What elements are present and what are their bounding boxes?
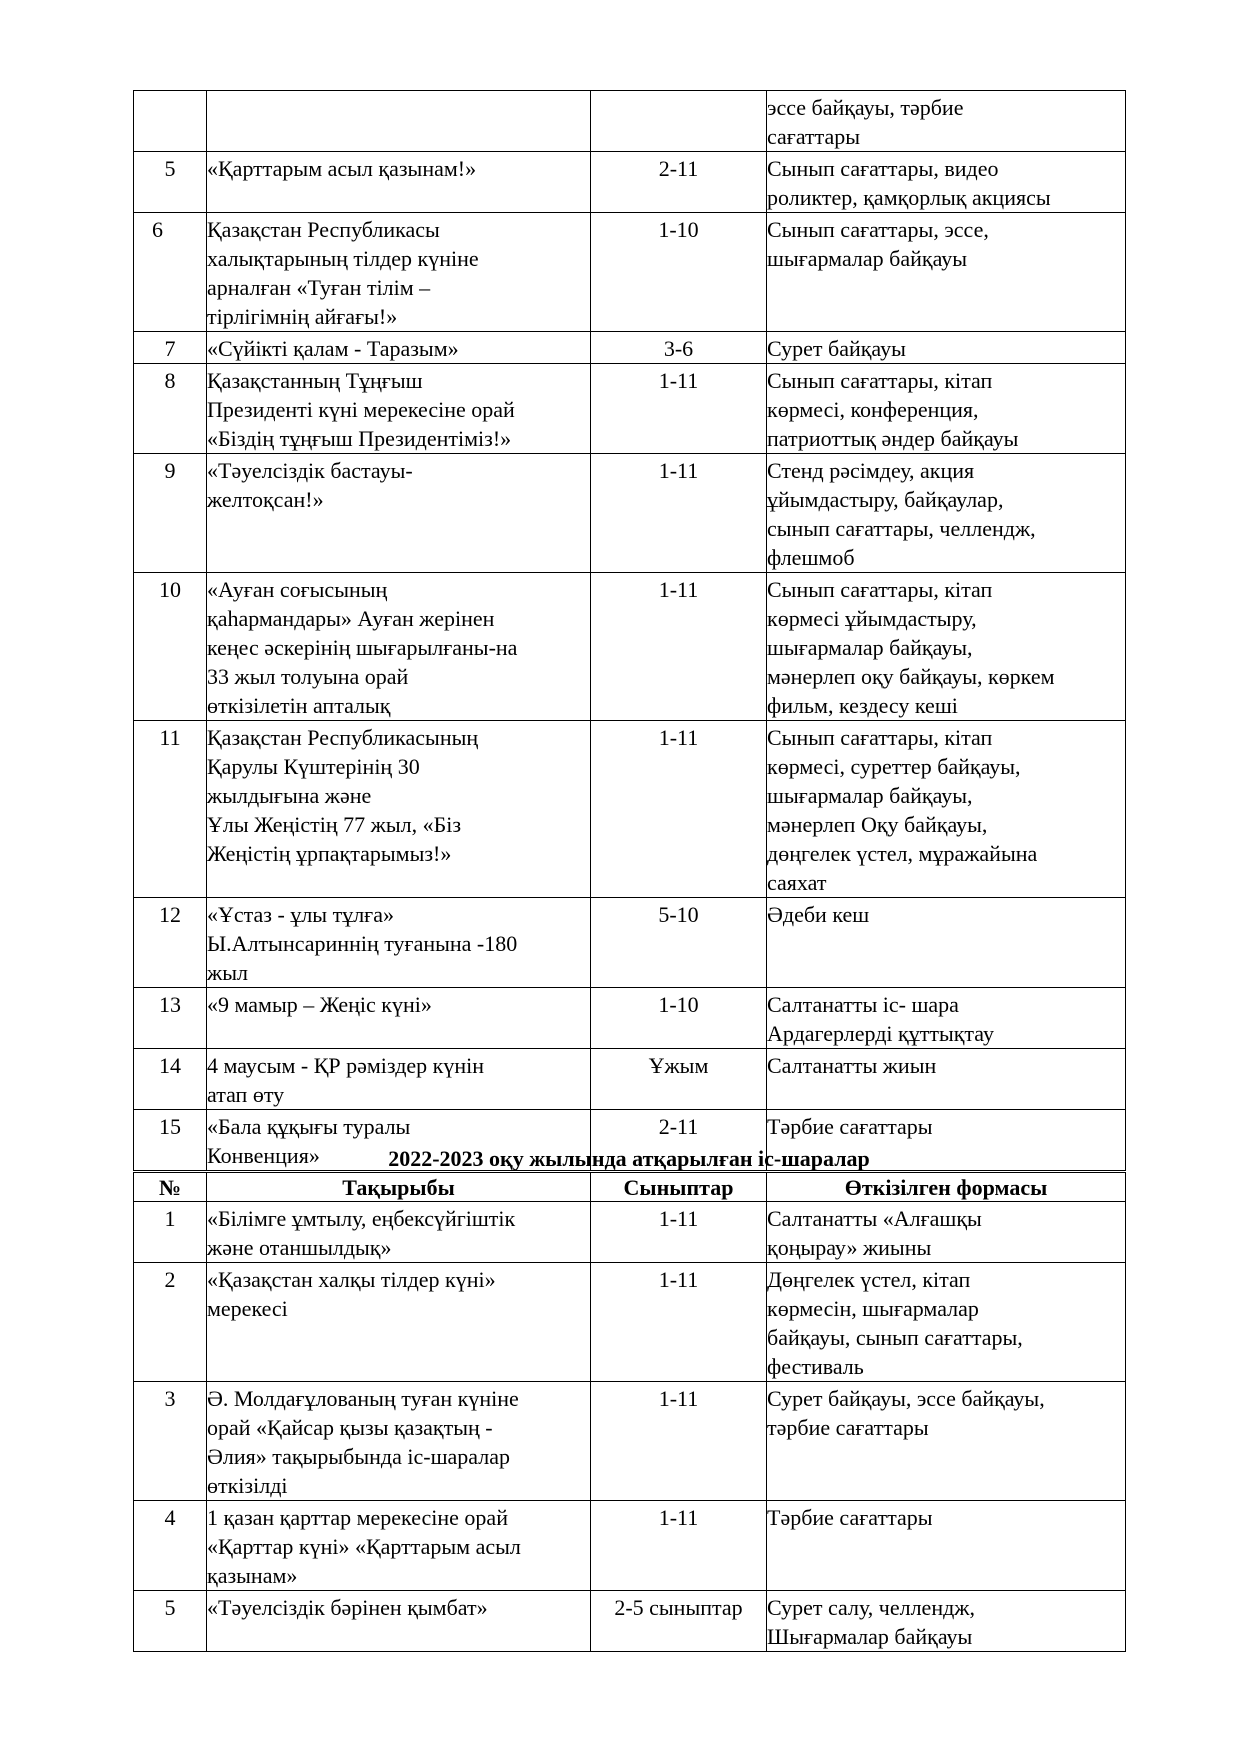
row-topic: «Қазақстан халқы тілдер күні» мерекесі <box>207 1263 591 1382</box>
row-number: 15 <box>134 1110 207 1171</box>
row-number: 5 <box>134 152 207 213</box>
row-classes: 1-10 <box>591 988 767 1049</box>
row-classes: 1-11 <box>591 1501 767 1591</box>
table-row <box>134 721 1126 898</box>
row-classes: 1-11 <box>591 1202 767 1263</box>
row-form: Сурет байқауы, эссе байқауы, тәрбие сағаттары <box>767 1382 1126 1501</box>
table-row <box>134 213 1126 332</box>
table-row <box>134 1382 1126 1501</box>
row-classes: 2-5 сыныптар <box>591 1591 767 1652</box>
row-classes: 1-11 <box>591 1382 767 1501</box>
row-number: 13 <box>134 988 207 1049</box>
row-form: Салтанатты іс- шара Ардагерлерді құттықтау <box>767 988 1126 1049</box>
row-number: 3 <box>134 1382 207 1501</box>
row-topic: «Ұстаз - ұлы тұлға» Ы.Алтынсариннің туғанына -180 жыл <box>207 898 591 988</box>
row-topic: «Тәуелсіздік бастауы- желтоқсан!» <box>207 454 591 573</box>
row-topic: Ә. Молдағұлованың туған күніне орай «Қайсар қызы қазақтың - Әлия» тақырыбында іс-шаралар өткізілді <box>207 1382 591 1501</box>
table-row <box>134 332 1126 364</box>
row-classes: 1-11 <box>591 364 767 454</box>
row-number <box>134 91 207 152</box>
row-form: Сурет салу, челлендж, Шығармалар байқауы <box>767 1591 1126 1652</box>
row-topic: Қазақстанның Тұңғыш Президенті күні мерекесіне орай «Біздің тұңғыш Президентіміз!» <box>207 364 591 454</box>
row-form: эссе байқауы, тәрбие сағаттары <box>767 91 1126 152</box>
table-row <box>134 1501 1126 1591</box>
row-topic: «9 мамыр – Жеңіс күні» <box>207 988 591 1049</box>
row-topic: «Сүйікті қалам - Таразым» <box>207 332 591 364</box>
row-topic: Қазақстан Республикасы халықтарының тілдер күніне арналған «Туған тілім – тірлігімнің айғағы!» <box>207 213 591 332</box>
row-number: 6 <box>134 213 207 332</box>
table-row <box>134 1202 1126 1263</box>
row-form: Тәрбие сағаттары <box>767 1110 1126 1171</box>
table-row <box>134 91 1126 152</box>
row-form: Стенд рәсімдеу, акция ұйымдастыру, байқаулар, сынып сағаттары, челлендж, флешмоб <box>767 454 1126 573</box>
row-number: 14 <box>134 1049 207 1110</box>
table-row <box>134 1591 1126 1652</box>
row-classes: 2-11 <box>591 152 767 213</box>
row-classes: 3-6 <box>591 332 767 364</box>
row-form: Дөңгелек үстел, кітап көрмесін, шығармалар байқауы, сынып сағаттары, фестиваль <box>767 1263 1126 1382</box>
row-classes: 1-10 <box>591 213 767 332</box>
header-number: № <box>134 1173 207 1202</box>
row-number: 7 <box>134 332 207 364</box>
row-form: Сынып сағаттары, кітап көрмесі, суреттер байқауы, шығармалар байқауы, мәнерлеп Оқу байқауы, дөңгелек үстел, мұражайына саяхат <box>767 721 1126 898</box>
row-form: Сынып сағаттары, видео роликтер, қамқорлық акциясы <box>767 152 1126 213</box>
row-number: 2 <box>134 1263 207 1382</box>
row-form: Тәрбие сағаттары <box>767 1501 1126 1591</box>
row-form: Салтанатты «Алғашқы қоңырау» жиыны <box>767 1202 1126 1263</box>
row-number: 11 <box>134 721 207 898</box>
row-classes: 1-11 <box>591 1263 767 1382</box>
header-topic: Тақырыбы <box>207 1173 591 1202</box>
table-row <box>134 573 1126 721</box>
row-form: Сынып сағаттары, эссе, шығармалар байқауы <box>767 213 1126 332</box>
section-heading: 2022-2023 оқу жылында атқарылған іс-шаралар <box>388 1146 870 1171</box>
events-2022-2023-table <box>133 1172 1126 1652</box>
row-topic: «Білімге ұмтылу, еңбексүйгіштік және отаншылдық» <box>207 1202 591 1263</box>
row-classes: Ұжым <box>591 1049 767 1110</box>
table-row <box>134 1263 1126 1382</box>
row-classes: 1-11 <box>591 573 767 721</box>
row-topic: 4 маусым - ҚР рәміздер күнін атап өту <box>207 1049 591 1110</box>
row-number: 8 <box>134 364 207 454</box>
row-form: Әдеби кеш <box>767 898 1126 988</box>
row-form: Салтанатты жиын <box>767 1049 1126 1110</box>
row-topic: «Тәуелсіздік бәрінен қымбат» <box>207 1591 591 1652</box>
table-row <box>134 898 1126 988</box>
table-row <box>134 152 1126 213</box>
header-classes: Сыныптар <box>591 1173 767 1202</box>
row-topic: Қазақстан Республикасының Қарулы Күштерінің 30 жылдығына және Ұлы Жеңістің 77 жыл, «Біз Жеңістің ұрпақтарымыз!» <box>207 721 591 898</box>
table-row <box>134 1049 1126 1110</box>
row-classes <box>591 91 767 152</box>
row-classes: 5-10 <box>591 898 767 988</box>
events-table-body <box>134 91 1126 1171</box>
table-row <box>134 988 1126 1049</box>
row-number: 10 <box>134 573 207 721</box>
row-topic: «Қарттарым асыл қазынам!» <box>207 152 591 213</box>
row-form: Сынып сағаттары, кітап көрмесі, конференция, патриоттық әндер байқауы <box>767 364 1126 454</box>
header-row <box>134 1173 1126 1202</box>
row-classes: 2-11 <box>591 1110 767 1171</box>
table-row <box>134 364 1126 454</box>
row-number: 12 <box>134 898 207 988</box>
events-table-continued <box>133 90 1126 1171</box>
row-form: Сынып сағаттары, кітап көрмесі ұйымдастыру, шығармалар байқауы, мәнерлеп оқу байқауы, көркем фильм, кездесу кеші <box>767 573 1126 721</box>
row-classes: 1-11 <box>591 454 767 573</box>
row-topic: «Ауған соғысының қаһармандары» Ауған жерінен кеңес әскерінің шығарылғаны-на 33 жыл толуына орай өткізілетін апталық <box>207 573 591 721</box>
table-header <box>134 1173 1126 1202</box>
row-topic: «Бала құқығы туралы Конвенция» <box>207 1110 591 1171</box>
row-number: 9 <box>134 454 207 573</box>
row-classes: 1-11 <box>591 721 767 898</box>
row-topic <box>207 91 591 152</box>
row-topic: 1 қазан қарттар мерекесіне орай «Қарттар күні» «Қарттарым асыл қазынам» <box>207 1501 591 1591</box>
header-form: Өткізілген формасы <box>767 1173 1126 1202</box>
table-row <box>134 454 1126 573</box>
events-2022-2023-body <box>134 1202 1126 1652</box>
row-number: 1 <box>134 1202 207 1263</box>
row-number: 4 <box>134 1501 207 1591</box>
row-number: 5 <box>134 1591 207 1652</box>
row-form: Сурет байқауы <box>767 332 1126 364</box>
